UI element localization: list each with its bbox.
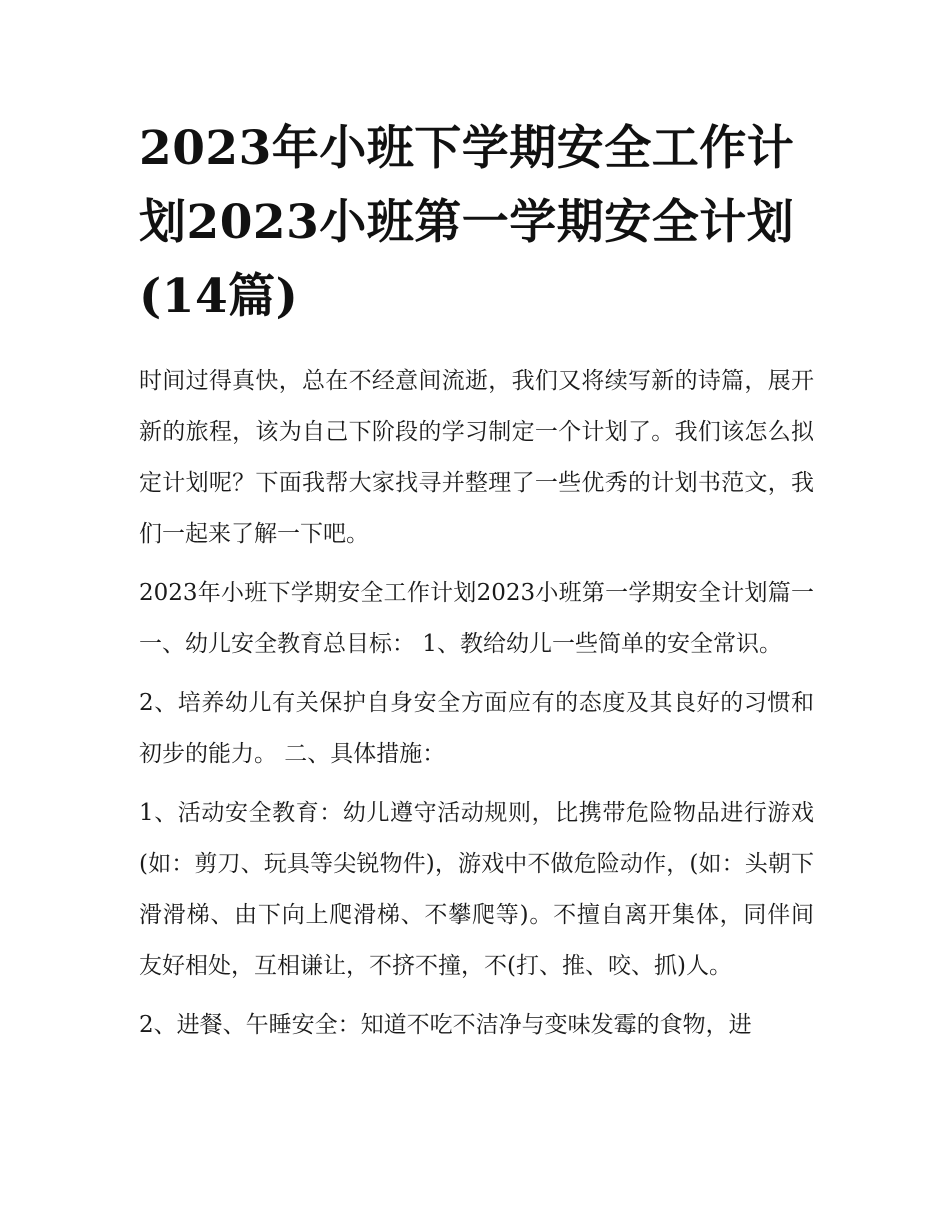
paragraph-activity-safety: 1、活动安全教育：幼儿遵守活动规则，比携带危险物品进行游戏(如：剪刀、玩具等尖锐物件)，游戏中不做危险动作，(如：头朝下滑滑梯、由下向上爬滑梯、不攀爬等)。不擅自离开集体，同伴间友好相处，互相谦让，不挤不撞，不(打、推、咬、抓)人。 xyxy=(139,800,814,979)
document-title: 2023年小班下学期安全工作计划2023小班第一学期安全计划(14篇) xyxy=(139,121,795,324)
paragraph-section-one-goals: 2023年小班下学期安全工作计划2023小班第一学期安全计划篇一 一、幼儿安全教育总目标： 1、教给幼儿一些简单的安全常识。 xyxy=(139,580,814,657)
paragraph-intro: 时间过得真快，总在不经意间流逝，我们又将续写新的诗篇，展开新的旅程，该为自己下阶段的学习制定一个计划了。我们该怎么拟定计划呢？下面我帮大家找寻并整理了一些优秀的计划书范文，我们一起来了解一下吧。 xyxy=(139,368,814,547)
document-body xyxy=(139,356,814,1051)
document-content xyxy=(139,112,814,1059)
paragraph-goal-two: 2、培养幼儿有关保护自身安全方面应有的态度及其良好的习惯和初步的能力。 二、具体措施： xyxy=(139,690,814,767)
paragraph-meal-nap-safety: 2、进餐、午睡安全：知道不吃不洁净与变味发霉的食物，进 xyxy=(139,1012,752,1038)
